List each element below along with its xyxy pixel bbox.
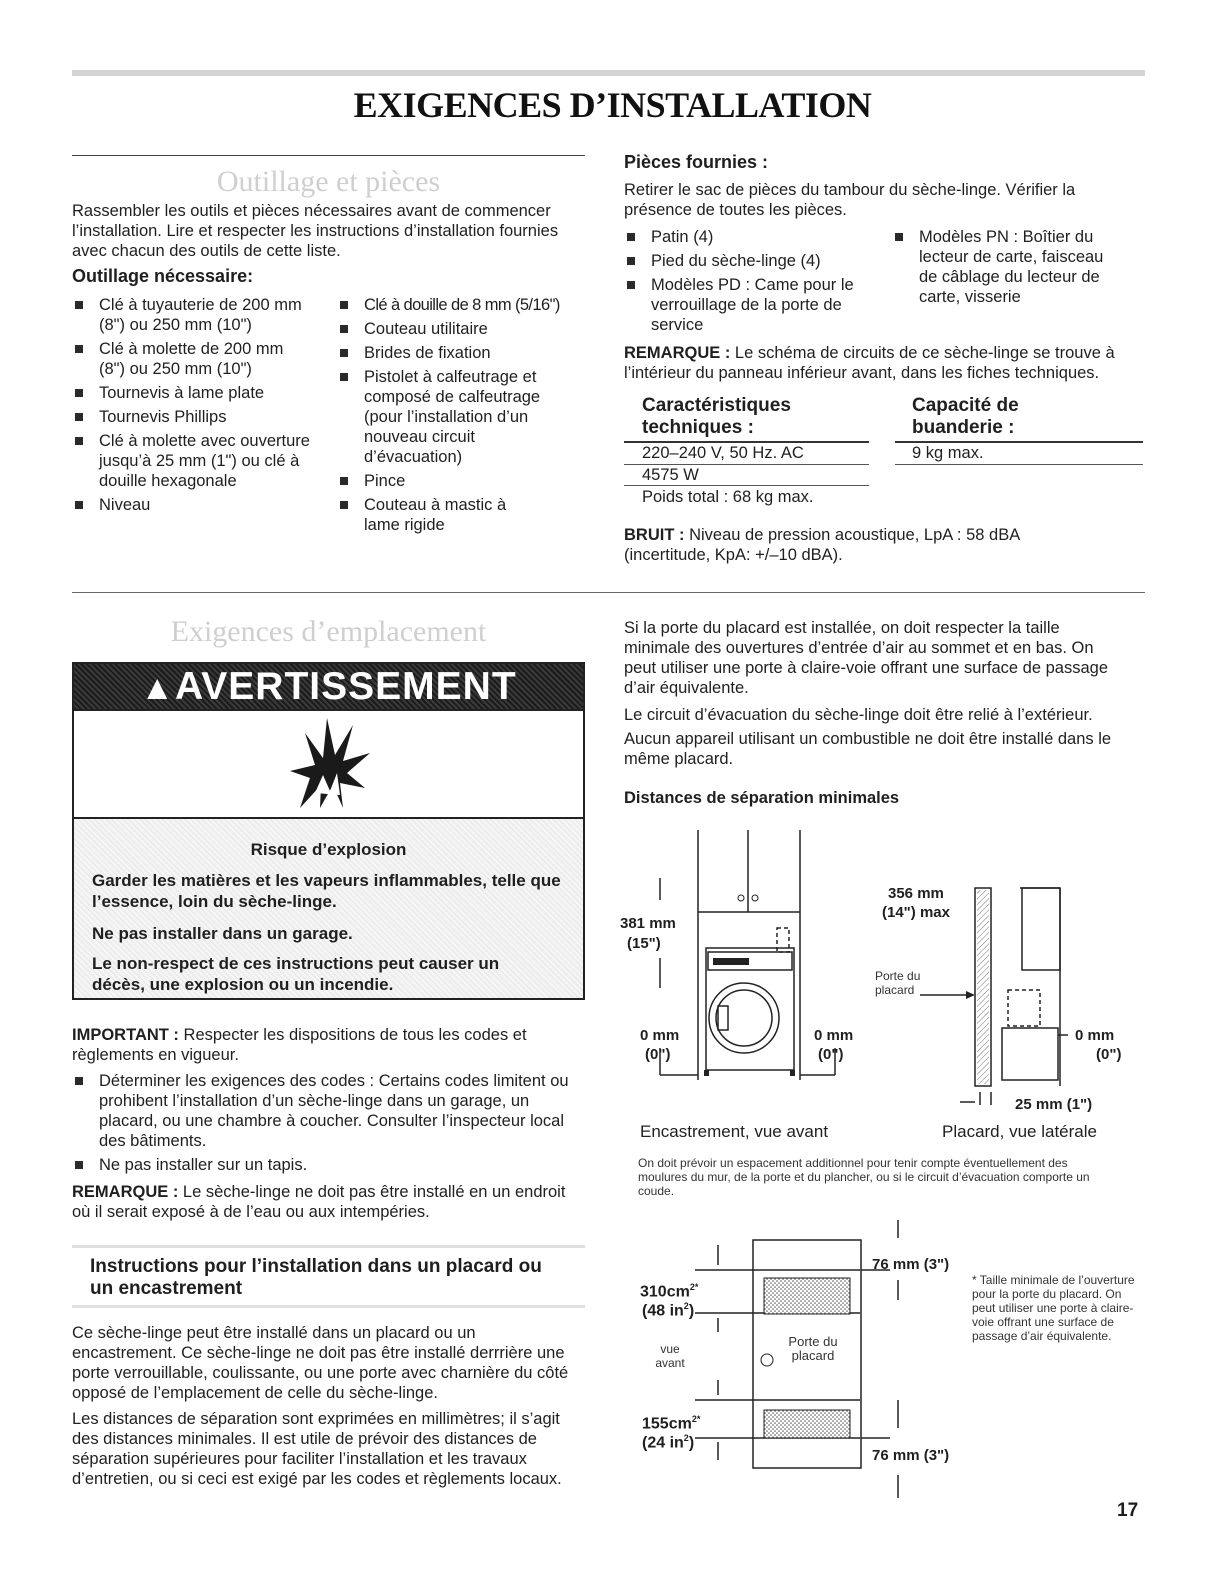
- dim-label: (0"): [1096, 1046, 1122, 1063]
- dim-label: $155cm^{2*}$: [642, 1414, 701, 1433]
- footnote-text: Taille minimale de l’ouverture pour la porte du placard. On peut utiliser une porte à claire-voie offrant une surface de passage d’air équivalente.: [972, 1273, 1135, 1343]
- warning-title: Risque d’explosion: [250, 840, 407, 859]
- important-label: IMPORTANT :: [72, 1026, 179, 1044]
- list-item: Clé à douille de 8 mm (5/16"): [337, 295, 587, 315]
- dim-label: 0 mm: [1075, 1027, 1115, 1044]
- emplacement-remarque: [72, 1182, 572, 1222]
- important-body: Respecter les dispositions de tous les codes et règlements en vigueur.: [72, 1026, 527, 1064]
- important-text: [72, 1025, 572, 1065]
- placard-heading-box: [72, 1245, 585, 1308]
- list-item: Couteau à mastic à lame rigide: [337, 495, 587, 535]
- warning-line: Garder les matières et les vapeurs inflammables, telle que l’essence, loin du sèche-linge.: [92, 871, 561, 911]
- bruit: [624, 525, 1094, 565]
- dim-label: $310cm^{2*}$: [640, 1282, 699, 1301]
- section-rule: [72, 155, 585, 156]
- bruit-text: Niveau de pression acoustique, LpA : 58 dBA (incertitude, KpA: +/–10 dBA).: [624, 526, 1020, 564]
- outillage-heading: Outillage nécessaire:: [72, 266, 254, 286]
- emplacement-list: [72, 1071, 592, 1179]
- section-title-emplacement: Exigences d’emplacement: [170, 615, 487, 648]
- tools-list-col2: [337, 295, 587, 539]
- page-title: EXIGENCES D’INSTALLATION: [353, 85, 872, 125]
- front-caption: Encastrement, vue avant: [640, 1122, 829, 1141]
- list-item: Clé à molette avec ouverture jusqu’à 25 mm (1") ou clé à douille hexagonale: [72, 431, 322, 491]
- placard-heading: Instructions pour l’installation dans un placard ou un encastrement: [90, 1256, 542, 1299]
- right-p1: Si la porte du placard est installée, on doit respecter la taille minimale des ouvertures d’entrée d’air au sommet et en bas. On peut utiliser une porte à claire-voie offrant une surface de passage d’air équivalente.: [624, 619, 1108, 697]
- area-value: 155cm: [642, 1415, 692, 1433]
- list-item: Tournevis Phillips: [72, 407, 322, 427]
- bruit-label: BRUIT :: [624, 526, 685, 544]
- dim-label: 356 mm: [888, 885, 944, 902]
- warning-triangle-icon: ▲: [140, 669, 175, 707]
- warning-line: Ne pas installer dans un garage.: [92, 924, 353, 943]
- list-item: Pistolet à calfeutrage et composé de calfeutrage (pour l’installation d’un nouveau circuit d’évacuation): [337, 367, 587, 467]
- list-item: Patin (4): [624, 227, 884, 247]
- page-number: 17: [1117, 1500, 1139, 1521]
- spec-value: Poids total : 68 kg max.: [642, 488, 814, 506]
- specs-heading: Caractéristiques techniques :: [642, 395, 791, 438]
- pieces-intro: Retirer le sac de pièces du tambour du sèche-linge. Vérifier la présence de toutes les pièces.: [624, 181, 1076, 219]
- spec-value: 220–240 V, 50 Hz. AC: [642, 444, 804, 462]
- dim-label: 76 mm (3"): [872, 1447, 950, 1464]
- list-item: Tournevis à lame plate: [72, 383, 322, 403]
- door-label: Porte du placard: [875, 969, 921, 997]
- list-item: Clé à molette de 200 mm (8") ou 250 mm (10"): [72, 339, 322, 379]
- capacity-heading: Capacité de buanderie :: [912, 395, 1019, 438]
- capacity-value: 9 kg max.: [912, 444, 984, 462]
- warning-divider: [74, 709, 583, 711]
- right-p3: Aucun appareil utilisant un combustible ne doit être installé dans le même placard.: [624, 730, 1112, 768]
- outillage-intro: Rassembler les outils et pièces nécessaires avant de commencer l’installation. Lire et respecter les instructions d’installation fournies avec chacun des outils de cette liste.: [72, 202, 559, 260]
- placard-p1: Ce sèche-linge peut être installé dans un placard ou un encastrement. Ce sèche-linge ne doit pas être installé derrrière une porte verrouillable, coulissante, ou une porte avec charnière du côté opposé de l’emplacement de celle du sèche-linge.: [72, 1324, 569, 1402]
- dim-label: 25 mm (1"): [1015, 1096, 1093, 1113]
- list-item: Modèles PD : Came pour le verrouillage de la porte de service: [624, 275, 884, 335]
- warning-label: AVERTISSEMENT: [175, 665, 517, 708]
- area-value: 310cm: [640, 1283, 690, 1301]
- warning-header: [74, 664, 583, 709]
- pieces-list-col2: [892, 227, 1132, 311]
- list-item: Pince: [337, 471, 587, 491]
- view-label: vue avant: [655, 1342, 685, 1370]
- specs-rule: [624, 485, 869, 486]
- area-value: (24 in: [642, 1434, 684, 1452]
- capacity-rule: [895, 464, 1143, 465]
- list-item: Ne pas installer sur un tapis.: [72, 1155, 592, 1175]
- dim-label: 381 mm: [620, 915, 676, 932]
- section-divider: [72, 592, 1145, 593]
- footnote: * Taille minimale de l’ouverture pour la porte du placard. On peut utiliser une porte à claire-voie offrant une surface de passage d’air équivalente.: [972, 1273, 1135, 1343]
- clearance-note: On doit prévoir un espacement additionnel pour tenir compte éventuellement des moulures du mur, de la porte et du plancher, ou si le circuit d’évacuation comporte un coude.: [638, 1156, 1090, 1198]
- warning-line: Le non-respect de ces instructions peut causer un décès, une explosion ou un incendie.: [92, 954, 500, 994]
- remarque-label: REMARQUE :: [624, 344, 731, 362]
- area-value: (48 in: [642, 1302, 684, 1320]
- warning-body: [74, 817, 583, 998]
- list-item: Clé à tuyauterie de 200 mm (8") ou 250 mm (10"): [72, 295, 322, 335]
- remarque-text: Le schéma de circuits de ce sèche-linge se trouve à l’intérieur du panneau inférieur avant, dans les fiches techniques.: [624, 344, 1115, 382]
- dim-label: (48 $in^2$): [642, 1301, 695, 1320]
- top-bar: [72, 70, 1145, 76]
- pieces-list-col1: [624, 227, 884, 339]
- dim-label: 0 mm: [640, 1027, 680, 1044]
- side-caption: Placard, vue latérale: [942, 1122, 1097, 1141]
- dim-label: (14") max: [882, 904, 950, 921]
- explosion-icon: [285, 713, 375, 813]
- list-item: Brides de fixation: [337, 343, 587, 363]
- dim-label: (15"): [627, 935, 661, 952]
- list-item: Niveau: [72, 495, 322, 515]
- list-item: Déterminer les exigences des codes : Certains codes limitent ou prohibent l’installation d’un sèche-linge dans un garage, un placard, ou une chambre à coucher. Consulter l’inspecteur local des bâtiments.: [72, 1071, 592, 1151]
- tools-list-col1: [72, 295, 322, 519]
- placard-p2: Les distances de séparation sont exprimées en millimètres; il s’agit des distances minimales. Il est utile de prévoir des distances de séparation supérieures pour faciliter l’installation et les travaux d’entretien, ou si ceci est exigé par les codes et règlements locaux.: [72, 1410, 562, 1488]
- dim-label: 76 mm (3"): [872, 1256, 950, 1273]
- spec-value: 4575 W: [642, 466, 699, 484]
- distances-heading: Distances de séparation minimales: [624, 789, 900, 807]
- pieces-remarque: [624, 343, 1144, 383]
- pieces-heading: Pièces fournies :: [624, 152, 769, 172]
- remarque-label: REMARQUE :: [72, 1183, 179, 1201]
- list-item: Couteau utilitaire: [337, 319, 587, 339]
- dim-label: 0 mm: [814, 1027, 854, 1044]
- dim-label: (0"): [818, 1046, 844, 1063]
- door-label: Porte du placard: [788, 1334, 838, 1363]
- right-p2: Le circuit d’évacuation du sèche-linge doit être relié à l’extérieur.: [624, 706, 1093, 724]
- list-item: Modèles PN : Boîtier du lecteur de carte, faisceau de câblage du lecteur de carte, visserie: [892, 227, 1132, 307]
- dim-label: (0"): [645, 1046, 671, 1063]
- section-title-outillage: Outillage et pièces: [216, 165, 441, 198]
- list-item: Pied du sèche-linge (4): [624, 251, 884, 271]
- remarque-text: Le sèche-linge ne doit pas être installé en un endroit où il serait exposé à de l’eau ou aux intempéries.: [72, 1183, 566, 1221]
- dim-label: (24 $in^2$): [642, 1433, 695, 1452]
